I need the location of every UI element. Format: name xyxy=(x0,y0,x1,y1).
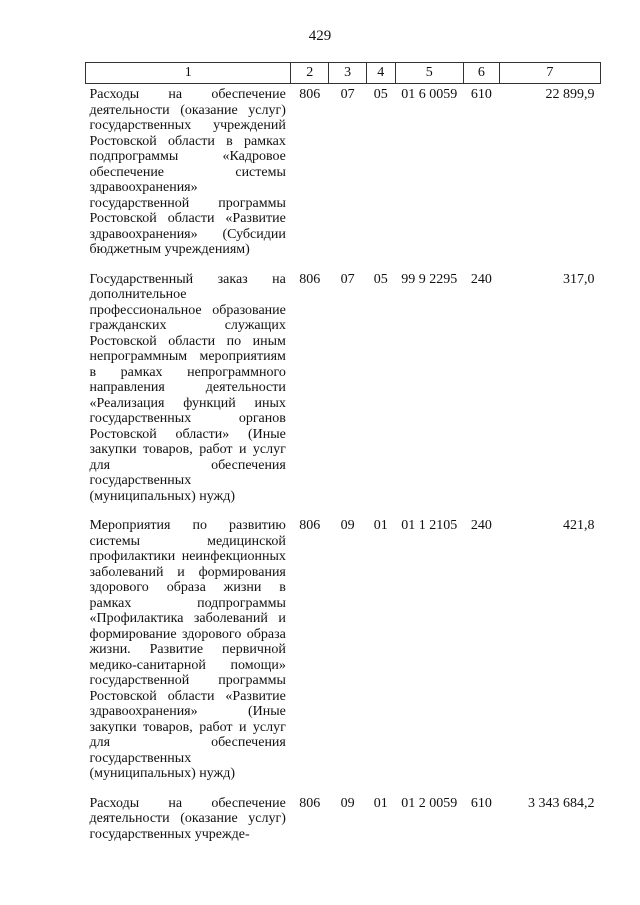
header-row xyxy=(86,63,601,84)
table-row xyxy=(86,793,601,854)
row-amount: 3 343 684,2 xyxy=(528,795,595,811)
table-row xyxy=(86,269,601,516)
row-target-code: 01 2 0059 xyxy=(401,795,458,811)
header-cell-6: 6 xyxy=(464,63,500,84)
header-cell-1: 1 xyxy=(86,63,291,84)
header-cell-7: 7 xyxy=(499,63,600,84)
row-section-code: 09 xyxy=(340,518,355,533)
row-ministry-code: 806 xyxy=(299,87,321,102)
row-subsection-code: 01 xyxy=(373,518,388,533)
row-target-code: 01 6 0059 xyxy=(401,87,458,102)
row-expense-type-code: 240 xyxy=(470,518,492,533)
row-ministry-code: 806 xyxy=(299,795,321,811)
header-cell-3: 3 xyxy=(329,63,367,84)
row-target-code: 01 1 2105 xyxy=(401,518,458,533)
row-description: Расходы на обеспечение деятельности (оказание услуг) государственных учрежде- xyxy=(89,795,286,842)
row-target-code: 99 9 2295 xyxy=(401,271,458,287)
row-expense-type-code: 610 xyxy=(470,795,492,811)
row-description: Мероприятия по развитию системы медицинской профилактики неинфекционных заболеваний и формирования здорового образа жизни в рамках подпрограммы «Профилактика заболеваний и формирование здорового образа жизни. Развитие первичной медико-санитарной помощи» государственной программы Ростовской области «Развитие здравоохранения» (Иные закупки товаров, работ и услуг для обеспечения государственных (муниципальных) нужд) xyxy=(89,518,286,781)
row-subsection-code: 05 xyxy=(373,87,388,102)
row-ministry-code: 806 xyxy=(299,518,321,533)
table-header xyxy=(86,63,601,84)
row-amount: 421,8 xyxy=(563,518,595,533)
row-description: Государственный заказ на дополнительное профессиональное образование гражданских служащих Ростовской области по иным непрограммным мероприятиям в рамках непрограммного направления деятельности «Реализация функций иных государственных органов Ростовской области» (Иные закупки товаров, работ и услуг для обеспечения государственных (муниципальных) нужд) xyxy=(89,271,286,504)
row-subsection-code: 05 xyxy=(373,271,388,287)
row-section-code: 07 xyxy=(340,87,355,102)
header-cell-5: 5 xyxy=(395,63,463,84)
header-cell-2: 2 xyxy=(291,63,329,84)
table-body xyxy=(86,84,601,854)
budget-table xyxy=(85,62,601,853)
table-row xyxy=(86,515,601,793)
row-amount: 22 899,9 xyxy=(545,87,595,102)
row-expense-type-code: 240 xyxy=(470,271,492,287)
table-row xyxy=(86,84,601,269)
row-description: Расходы на обеспечение деятельности (оказание услуг) государственных учреждений Ростовской области в рамках подпрограммы «Кадровое обеспечение системы здравоохранения» государственной программы Ростовской области «Развитие здравоохранения» (Субсидии бюджетным учреждениям) xyxy=(89,87,286,257)
page-number: 429 xyxy=(308,28,332,44)
row-ministry-code: 806 xyxy=(299,271,321,287)
row-subsection-code: 01 xyxy=(373,795,388,811)
row-amount: 317,0 xyxy=(563,271,595,287)
row-expense-type-code: 610 xyxy=(470,87,492,102)
header-cell-4: 4 xyxy=(366,63,395,84)
row-section-code: 07 xyxy=(340,271,355,287)
row-section-code: 09 xyxy=(340,795,355,811)
